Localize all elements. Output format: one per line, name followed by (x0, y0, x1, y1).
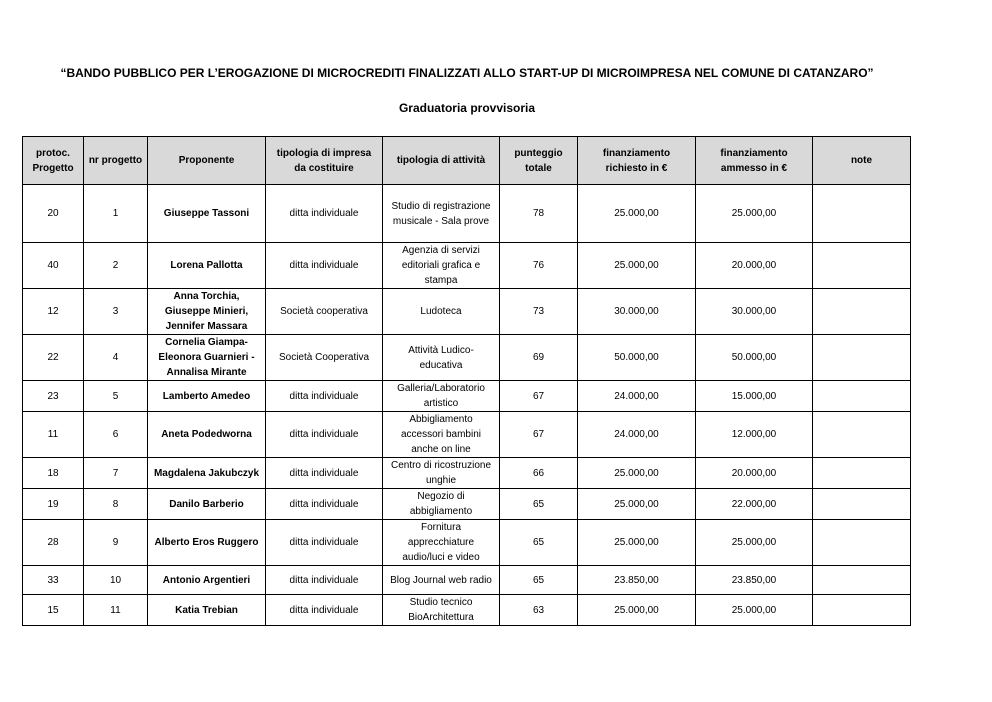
cell-nr-progetto: 4 (84, 335, 148, 381)
cell-note (813, 458, 911, 489)
cell-protoc: 15 (23, 595, 84, 626)
cell-protoc: 23 (23, 381, 84, 412)
table-row (23, 243, 911, 289)
cell-tipologia-attivita: Studio tecnico BioArchitettura (383, 595, 500, 626)
cell-tipologia-attivita: Blog Journal web radio (383, 566, 500, 595)
cell-finanziamento-richiesto: 25.000,00 (578, 489, 696, 520)
table-row (23, 489, 911, 520)
cell-protoc: 11 (23, 412, 84, 458)
cell-nr-progetto: 6 (84, 412, 148, 458)
cell-proponente: Antonio Argentieri (148, 566, 266, 595)
cell-finanziamento-richiesto: 50.000,00 (578, 335, 696, 381)
cell-punteggio: 65 (500, 520, 578, 566)
header-tipologia-attivita: tipologia di attività (383, 137, 500, 185)
cell-tipologia-impresa: ditta individuale (266, 566, 383, 595)
cell-punteggio: 73 (500, 289, 578, 335)
cell-finanziamento-richiesto: 23.850,00 (578, 566, 696, 595)
cell-note (813, 243, 911, 289)
cell-tipologia-impresa: ditta individuale (266, 243, 383, 289)
cell-finanziamento-richiesto: 25.000,00 (578, 243, 696, 289)
cell-proponente: Anna Torchia, Giuseppe Minieri, Jennifer Massara (148, 289, 266, 335)
cell-finanziamento-ammesso: 23.850,00 (696, 566, 813, 595)
header-note: note (813, 137, 911, 185)
cell-proponente: Cornelia Giampa- Eleonora Guarnieri - Annalisa Mirante (148, 335, 266, 381)
cell-finanziamento-ammesso: 12.000,00 (696, 412, 813, 458)
cell-finanziamento-richiesto: 25.000,00 (578, 458, 696, 489)
cell-protoc: 20 (23, 185, 84, 243)
cell-finanziamento-richiesto: 24.000,00 (578, 381, 696, 412)
cell-proponente: Giuseppe Tassoni (148, 185, 266, 243)
cell-tipologia-attivita: Negozio di abbigliamento (383, 489, 500, 520)
cell-finanziamento-richiesto: 25.000,00 (578, 520, 696, 566)
cell-tipologia-impresa: ditta individuale (266, 595, 383, 626)
cell-nr-progetto: 2 (84, 243, 148, 289)
document-title: “BANDO PUBBLICO PER L’EROGAZIONE DI MICROCREDITI FINALIZZATI ALLO START-UP DI MICROIMPRESA NEL COMUNE DI CATANZARO” (60, 66, 874, 80)
cell-proponente: Magdalena Jakubczyk (148, 458, 266, 489)
cell-finanziamento-ammesso: 25.000,00 (696, 185, 813, 243)
cell-note (813, 412, 911, 458)
cell-proponente: Alberto Eros Ruggero (148, 520, 266, 566)
cell-nr-progetto: 8 (84, 489, 148, 520)
cell-tipologia-attivita: Galleria/Laboratorio artistico (383, 381, 500, 412)
cell-protoc: 18 (23, 458, 84, 489)
cell-finanziamento-richiesto: 25.000,00 (578, 185, 696, 243)
cell-protoc: 33 (23, 566, 84, 595)
cell-protoc: 28 (23, 520, 84, 566)
cell-nr-progetto: 5 (84, 381, 148, 412)
cell-finanziamento-ammesso: 22.000,00 (696, 489, 813, 520)
cell-punteggio: 66 (500, 458, 578, 489)
cell-punteggio: 65 (500, 489, 578, 520)
cell-note (813, 185, 911, 243)
table-row (23, 412, 911, 458)
cell-tipologia-impresa: ditta individuale (266, 185, 383, 243)
table-row (23, 566, 911, 595)
table-body (23, 185, 911, 626)
cell-finanziamento-ammesso: 50.000,00 (696, 335, 813, 381)
cell-note (813, 335, 911, 381)
cell-finanziamento-ammesso: 25.000,00 (696, 595, 813, 626)
cell-finanziamento-ammesso: 25.000,00 (696, 520, 813, 566)
header-proponente: Proponente (148, 137, 266, 185)
cell-tipologia-impresa: Società Cooperativa (266, 335, 383, 381)
header-tipologia-impresa: tipologia di impresa da costituire (266, 137, 383, 185)
cell-punteggio: 67 (500, 381, 578, 412)
cell-nr-progetto: 11 (84, 595, 148, 626)
cell-tipologia-attivita: Centro di ricostruzione unghie (383, 458, 500, 489)
cell-nr-progetto: 9 (84, 520, 148, 566)
cell-protoc: 12 (23, 289, 84, 335)
cell-note (813, 595, 911, 626)
table-header-row (23, 137, 911, 185)
cell-punteggio: 65 (500, 566, 578, 595)
cell-proponente: Lorena Pallotta (148, 243, 266, 289)
cell-nr-progetto: 7 (84, 458, 148, 489)
cell-tipologia-impresa: Società cooperativa (266, 289, 383, 335)
table-row (23, 458, 911, 489)
cell-tipologia-attivita: Ludoteca (383, 289, 500, 335)
cell-finanziamento-richiesto: 30.000,00 (578, 289, 696, 335)
cell-nr-progetto: 3 (84, 289, 148, 335)
cell-tipologia-attivita: Studio di registrazione musicale - Sala prove (383, 185, 500, 243)
table-row (23, 595, 911, 626)
cell-tipologia-impresa: ditta individuale (266, 458, 383, 489)
table-row (23, 381, 911, 412)
cell-protoc: 40 (23, 243, 84, 289)
cell-tipologia-attivita: Abbigliamento accessori bambini anche on line (383, 412, 500, 458)
cell-finanziamento-ammesso: 30.000,00 (696, 289, 813, 335)
header-protoc: protoc. Progetto (23, 137, 84, 185)
header-finanziamento-richiesto: finanziamento richiesto in € (578, 137, 696, 185)
cell-punteggio: 69 (500, 335, 578, 381)
cell-note (813, 520, 911, 566)
cell-tipologia-attivita: Attività Ludico- educativa (383, 335, 500, 381)
cell-finanziamento-ammesso: 20.000,00 (696, 458, 813, 489)
cell-punteggio: 76 (500, 243, 578, 289)
cell-proponente: Katia Trebian (148, 595, 266, 626)
table-row (23, 335, 911, 381)
table-row (23, 289, 911, 335)
header-punteggio: punteggio totale (500, 137, 578, 185)
cell-protoc: 22 (23, 335, 84, 381)
cell-tipologia-attivita: Agenzia di servizi editoriali grafica e stampa (383, 243, 500, 289)
cell-nr-progetto: 1 (84, 185, 148, 243)
cell-finanziamento-ammesso: 20.000,00 (696, 243, 813, 289)
table-row (23, 185, 911, 243)
cell-protoc: 19 (23, 489, 84, 520)
cell-tipologia-attivita: Fornitura apprecchiature audio/luci e video (383, 520, 500, 566)
cell-finanziamento-richiesto: 25.000,00 (578, 595, 696, 626)
cell-tipologia-impresa: ditta individuale (266, 381, 383, 412)
cell-proponente: Lamberto Amedeo (148, 381, 266, 412)
ranking-table (22, 136, 911, 626)
header-nr-progetto: nr progetto (84, 137, 148, 185)
table-row (23, 520, 911, 566)
cell-punteggio: 67 (500, 412, 578, 458)
cell-punteggio: 78 (500, 185, 578, 243)
cell-finanziamento-ammesso: 15.000,00 (696, 381, 813, 412)
cell-tipologia-impresa: ditta individuale (266, 489, 383, 520)
cell-finanziamento-richiesto: 24.000,00 (578, 412, 696, 458)
cell-tipologia-impresa: ditta individuale (266, 520, 383, 566)
cell-note (813, 381, 911, 412)
cell-proponente: Aneta Podedworna (148, 412, 266, 458)
cell-note (813, 489, 911, 520)
cell-tipologia-impresa: ditta individuale (266, 412, 383, 458)
cell-punteggio: 63 (500, 595, 578, 626)
cell-note (813, 566, 911, 595)
cell-nr-progetto: 10 (84, 566, 148, 595)
cell-note (813, 289, 911, 335)
cell-proponente: Danilo Barberio (148, 489, 266, 520)
document-subtitle: Graduatoria provvisoria (398, 101, 536, 115)
header-finanziamento-ammesso: finanziamento ammesso in € (696, 137, 813, 185)
